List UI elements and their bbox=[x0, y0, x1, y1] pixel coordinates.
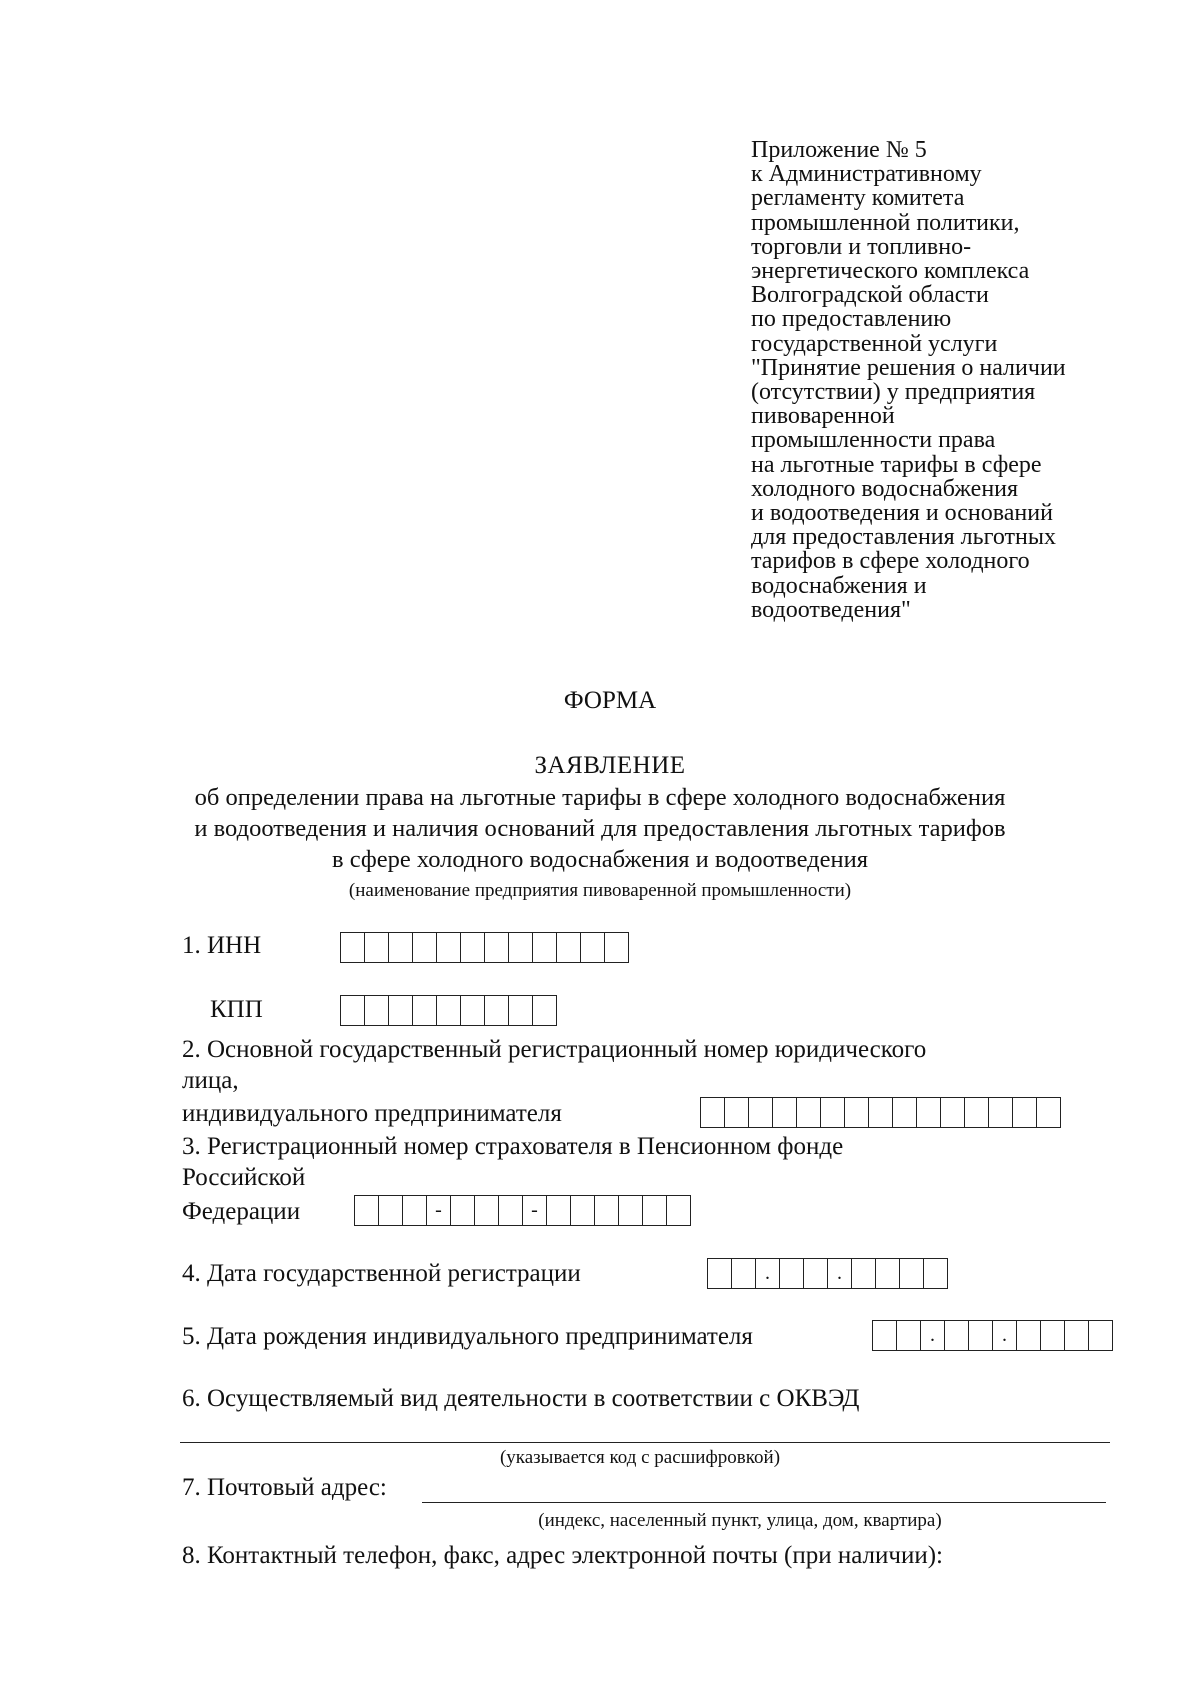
appendix-line: по предоставлению bbox=[751, 306, 952, 333]
digit-box[interactable] bbox=[1036, 1097, 1061, 1128]
digit-box[interactable] bbox=[796, 1097, 821, 1128]
digit-box[interactable] bbox=[450, 1195, 475, 1226]
reg-date-label: 4. Дата государственной регистрации bbox=[182, 1260, 581, 1287]
digit-box[interactable] bbox=[899, 1258, 924, 1289]
appendix-line: государственной услуги bbox=[751, 330, 998, 357]
okved-fill-line[interactable] bbox=[180, 1442, 1110, 1443]
separator-box bbox=[522, 1195, 547, 1226]
digit-box[interactable] bbox=[944, 1320, 969, 1351]
digit-box[interactable] bbox=[484, 932, 509, 963]
separator-box bbox=[755, 1258, 780, 1289]
digit-box[interactable] bbox=[803, 1258, 828, 1289]
dash-separator: - bbox=[531, 1199, 538, 1221]
dot-separator: . bbox=[1002, 1324, 1007, 1346]
appendix-line: к Административному bbox=[751, 161, 982, 188]
dash-separator: - bbox=[435, 1199, 442, 1221]
separator-box bbox=[426, 1195, 451, 1226]
subtitle-line-2: и водоотведения и наличия оснований для предоставления льготных тарифов bbox=[194, 815, 1006, 842]
digit-box[interactable] bbox=[484, 995, 509, 1026]
digit-box[interactable] bbox=[1016, 1320, 1041, 1351]
digit-box[interactable] bbox=[604, 932, 629, 963]
kpp-input-boxes[interactable] bbox=[340, 995, 556, 1027]
inn-input-boxes[interactable] bbox=[340, 932, 628, 964]
separator-box bbox=[992, 1320, 1017, 1351]
ogrn-label-line-2: лица, bbox=[182, 1067, 239, 1094]
birth-date-input-boxes[interactable] bbox=[872, 1320, 1112, 1352]
digit-box[interactable] bbox=[460, 995, 485, 1026]
ogrn-input-boxes[interactable] bbox=[700, 1097, 1060, 1129]
digit-box[interactable] bbox=[532, 995, 557, 1026]
digit-box[interactable] bbox=[892, 1097, 917, 1128]
digit-box[interactable] bbox=[844, 1097, 869, 1128]
digit-box[interactable] bbox=[1012, 1097, 1037, 1128]
digit-box[interactable] bbox=[378, 1195, 403, 1226]
digit-box[interactable] bbox=[354, 1195, 379, 1226]
digit-box[interactable] bbox=[340, 932, 365, 963]
appendix-line: Приложение № 5 bbox=[751, 137, 927, 163]
appendix-line: пивоваренной bbox=[751, 403, 895, 430]
okved-label: 6. Осуществляемый вид деятельности в соответствии с ОКВЭД bbox=[182, 1385, 860, 1412]
digit-box[interactable] bbox=[964, 1097, 989, 1128]
appendix-line: промышленности права bbox=[751, 427, 996, 454]
digit-box[interactable] bbox=[642, 1195, 667, 1226]
digit-box[interactable] bbox=[700, 1097, 725, 1128]
appendix-line: водоснабжения и bbox=[751, 572, 927, 599]
digit-box[interactable] bbox=[580, 932, 605, 963]
pfr-label-line-2: Российской bbox=[182, 1164, 306, 1191]
digit-box[interactable] bbox=[508, 995, 533, 1026]
digit-box[interactable] bbox=[546, 1195, 571, 1226]
subtitle-line-3: в сфере холодного водоснабжения и водоотведения bbox=[332, 846, 868, 873]
digit-box[interactable] bbox=[916, 1097, 941, 1128]
digit-box[interactable] bbox=[460, 932, 485, 963]
okved-note: (указывается код с расшифровкой) bbox=[499, 1447, 781, 1468]
appendix-line: промышленной политики, bbox=[751, 209, 1020, 236]
digit-box[interactable] bbox=[340, 995, 365, 1026]
digit-box[interactable] bbox=[896, 1320, 921, 1351]
subtitle-line-1: об определении права на льготные тарифы в сфере холодного водоснабжения bbox=[194, 784, 1006, 811]
ogrn-label-line-3: индивидуального предпринимателя bbox=[182, 1100, 562, 1127]
appendix-line: и водоотведения и оснований bbox=[751, 500, 1053, 527]
digit-box[interactable] bbox=[594, 1195, 619, 1226]
separator-box bbox=[827, 1258, 852, 1289]
digit-box[interactable] bbox=[820, 1097, 845, 1128]
digit-box[interactable] bbox=[412, 995, 437, 1026]
dot-separator: . bbox=[837, 1262, 842, 1284]
appendix-line: холодного водоснабжения bbox=[751, 475, 1019, 502]
digit-box[interactable] bbox=[1064, 1320, 1089, 1351]
digit-box[interactable] bbox=[923, 1258, 948, 1289]
appendix-line: регламенту комитета bbox=[751, 185, 965, 212]
digit-box[interactable] bbox=[436, 995, 461, 1026]
appendix-line: для предоставления льготных bbox=[751, 524, 1056, 551]
digit-box[interactable] bbox=[556, 932, 581, 963]
enterprise-name-note: (наименование предприятия пивоваренной промышленности) bbox=[348, 880, 852, 901]
digit-box[interactable] bbox=[436, 932, 461, 963]
appendix-line: водоотведения" bbox=[751, 596, 911, 623]
digit-box[interactable] bbox=[731, 1258, 756, 1289]
appendix-line: торговли и топливно- bbox=[751, 233, 972, 260]
appendix-line: Волгоградской области bbox=[751, 282, 989, 309]
digit-box[interactable] bbox=[474, 1195, 499, 1226]
address-note: (индекс, населенный пункт, улица, дом, квартира) bbox=[538, 1510, 942, 1531]
digit-box[interactable] bbox=[412, 932, 437, 963]
kpp-label: КПП bbox=[210, 996, 263, 1023]
digit-box[interactable] bbox=[402, 1195, 427, 1226]
digit-box[interactable] bbox=[532, 932, 557, 963]
digit-box[interactable] bbox=[875, 1258, 900, 1289]
appendix-header bbox=[751, 138, 1171, 622]
digit-box[interactable] bbox=[364, 932, 389, 963]
digit-box[interactable] bbox=[364, 995, 389, 1026]
document-title: ЗАЯВЛЕНИЕ bbox=[534, 752, 686, 779]
digit-box[interactable] bbox=[968, 1320, 993, 1351]
digit-box[interactable] bbox=[724, 1097, 749, 1128]
digit-box[interactable] bbox=[851, 1258, 876, 1289]
digit-box[interactable] bbox=[570, 1195, 595, 1226]
dot-separator: . bbox=[765, 1262, 770, 1284]
separator-box bbox=[920, 1320, 945, 1351]
appendix-line: на льготные тарифы в сфере bbox=[751, 451, 1042, 478]
dot-separator: . bbox=[930, 1324, 935, 1346]
appendix-line: "Принятие решения о наличии bbox=[751, 354, 1066, 381]
pfr-label-line-3: Федерации bbox=[182, 1198, 301, 1225]
address-label: 7. Почтовый адрес: bbox=[182, 1474, 387, 1501]
pfr-input-boxes[interactable] bbox=[354, 1195, 690, 1227]
digit-box[interactable] bbox=[868, 1097, 893, 1128]
digit-box[interactable] bbox=[940, 1097, 965, 1128]
appendix-line: (отсутствии) у предприятия bbox=[751, 379, 1036, 406]
address-fill-line[interactable] bbox=[422, 1502, 1106, 1503]
inn-label: 1. ИНН bbox=[182, 932, 262, 959]
ogrn-label-line-1: 2. Основной государственный регистрационный номер юридического bbox=[182, 1036, 927, 1063]
digit-box[interactable] bbox=[388, 995, 413, 1026]
birth-date-label: 5. Дата рождения индивидуального предпринимателя bbox=[182, 1323, 753, 1350]
digit-box[interactable] bbox=[872, 1320, 897, 1351]
digit-box[interactable] bbox=[748, 1097, 773, 1128]
digit-box[interactable] bbox=[498, 1195, 523, 1226]
digit-box[interactable] bbox=[779, 1258, 804, 1289]
digit-box[interactable] bbox=[388, 932, 413, 963]
appendix-line: тарифов в сфере холодного bbox=[751, 548, 1030, 575]
digit-box[interactable] bbox=[1088, 1320, 1113, 1351]
reg-date-input-boxes[interactable] bbox=[707, 1258, 947, 1290]
digit-box[interactable] bbox=[1040, 1320, 1065, 1351]
appendix-line: энергетического комплекса bbox=[751, 258, 1030, 285]
digit-box[interactable] bbox=[618, 1195, 643, 1226]
digit-box[interactable] bbox=[666, 1195, 691, 1226]
digit-box[interactable] bbox=[707, 1258, 732, 1289]
digit-box[interactable] bbox=[988, 1097, 1013, 1128]
pfr-label-line-1: 3. Регистрационный номер страхователя в Пенсионном фонде bbox=[182, 1133, 844, 1160]
form-label: ФОРМА bbox=[563, 687, 657, 714]
digit-box[interactable] bbox=[508, 932, 533, 963]
digit-box[interactable] bbox=[772, 1097, 797, 1128]
contacts-label: 8. Контактный телефон, факс, адрес электронной почты (при наличии): bbox=[182, 1542, 943, 1569]
